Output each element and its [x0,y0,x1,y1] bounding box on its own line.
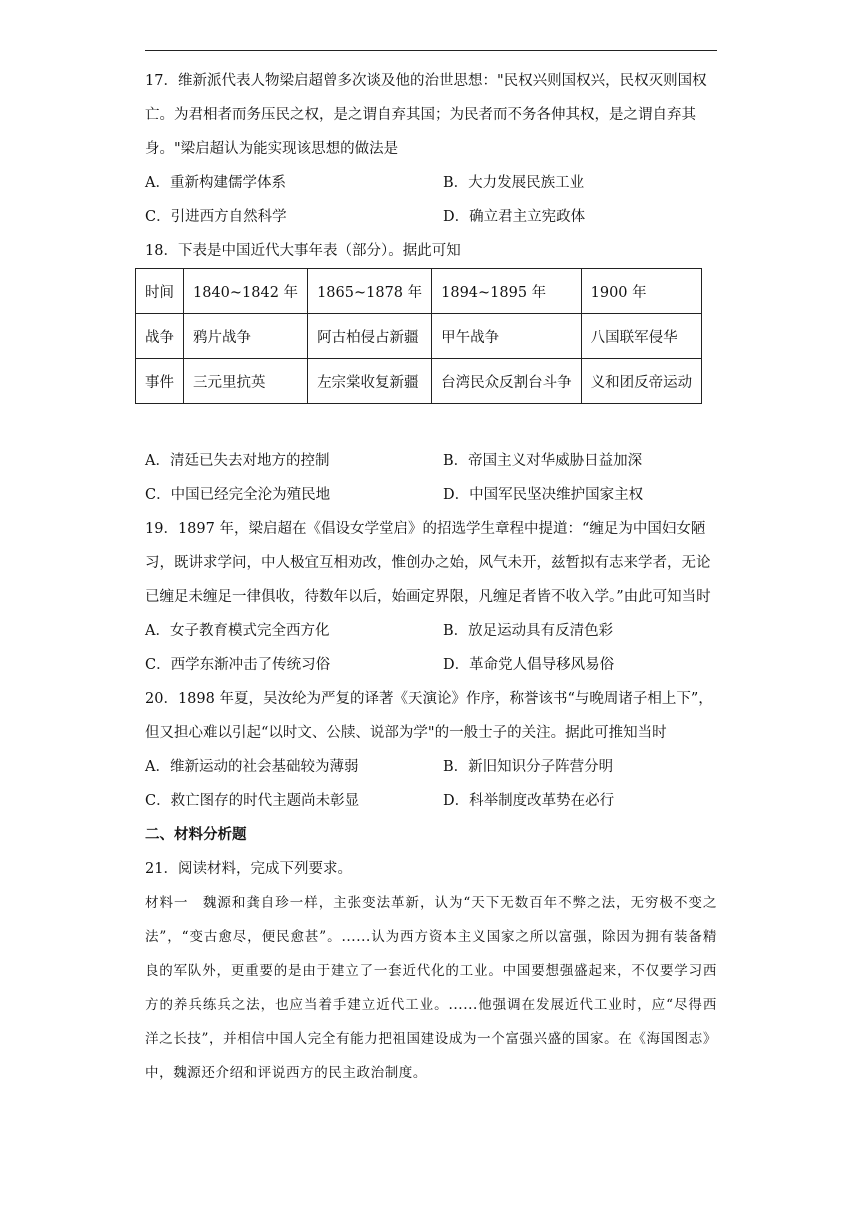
question-19-options [145,614,717,682]
table-cell: 1840~1842 年 [184,269,308,314]
table-cell: 左宗棠收复新疆 [308,359,432,404]
question-21-stem: 21．阅读材料，完成下列要求。 [145,861,352,877]
section-title: 二、材料分析题 [145,826,247,843]
table-row [136,359,702,404]
option-b: B．帝国主义对华威胁日益加深 [443,453,643,469]
events-table [135,268,702,404]
option-a: A．清廷已失去对地方的控制 [145,453,330,469]
option-a: A．重新构建儒学体系 [145,175,286,191]
table-cell: 义和团反帝运动 [581,359,702,404]
material-1: 材料一 魏源和龚自珍一样，主张变法革新，认为“天下无数百年不弊之法，无穷极不变之法”，“变古愈尽，便民愈甚”。......认为西方资本主义国家之所以富强，除因为拥有装备精良的军队外，更重要的是由于建立了一套近代化的工业。中国要想强盛起来，不仅要学习西方的养兵练兵之法，也应当着手建立近代工业。......他强调在发展近代工业时，应“尽得西洋之长技”，并相信中国人完全有能力把祖国建设成为一个富强兴盛的国家。在《海国图志》中，魏源还介绍和评说西方的民主政治制度。 [145,895,717,1081]
table-cell: 台湾民众反割台斗争 [432,359,582,404]
option-c: C．引进西方自然科学 [145,209,287,225]
table-cell: 事件 [136,359,184,404]
table-cell: 甲午战争 [432,314,582,359]
question-20-options [145,750,717,818]
table-cell: 时间 [136,269,184,314]
option-b: B．放足运动具有反清色彩 [443,623,614,639]
table-cell: 八国联军侵华 [581,314,702,359]
option-a: A．女子教育模式完全西方化 [145,623,330,639]
header-rule [145,50,717,51]
table-cell: 1865~1878 年 [308,269,432,314]
table-cell: 1900 年 [581,269,702,314]
option-a: A．维新运动的社会基础较为薄弱 [145,759,359,775]
option-d: D．确立君主立宪政体 [443,209,586,225]
table-cell: 鸦片战争 [184,314,308,359]
table-row [136,269,702,314]
option-d: D．革命党人倡导移风易俗 [443,657,615,673]
table-cell: 1894~1895 年 [432,269,582,314]
question-20-stem: 20．1898 年夏，吴汝纶为严复的译著《天演论》作序，称誉该书“与晚周诸子相上下”，但又担心难以引起“以时文、公牍、说部为学"的一般士子的关注。据此可推知当时 [145,691,713,741]
table-cell: 三元里抗英 [184,359,308,404]
question-17-stem: 17．维新派代表人物梁启超曾多次谈及他的治世思想："民权兴则国权兴，民权灭则国权亡。为君相者而务压民之权，是之谓自弃其国；为民者而不务各伸其权，是之谓自弃其身。"梁启超认为能实现该思想的做法是 [145,73,707,157]
table-cell: 阿古柏侵占新疆 [308,314,432,359]
option-b: B．大力发展民族工业 [443,175,585,191]
option-c: C．西学东渐冲击了传统习俗 [145,657,331,673]
table-row [136,314,702,359]
table-spacer [145,404,717,444]
question-17-options [145,166,717,234]
option-d: D．科举制度改革势在必行 [443,793,615,809]
question-18-options [145,444,717,512]
option-c: C．中国已经完全沦为殖民地 [145,487,331,503]
page-content [145,64,717,1090]
option-b: B．新旧知识分子阵营分明 [443,759,614,775]
question-19-stem: 19．1897 年，梁启超在《倡设女学堂启》的招选学生章程中提道：“缠足为中国妇女陋习，既讲求学问，中人极宜互相劝改，惟创办之始，风气未开，兹暂拟有志来学者，无论已缠足未缠足一律俱收，待数年以后，始画定界限，凡缠足者皆不收入学。”由此可知当时 [145,521,711,605]
option-c: C．救亡图存的时代主题尚未彰显 [145,793,360,809]
option-d: D．中国军民坚决维护国家主权 [443,487,644,503]
table-cell: 战争 [136,314,184,359]
question-18-stem: 18．下表是中国近代大事年表（部分）。据此可知 [145,243,461,259]
